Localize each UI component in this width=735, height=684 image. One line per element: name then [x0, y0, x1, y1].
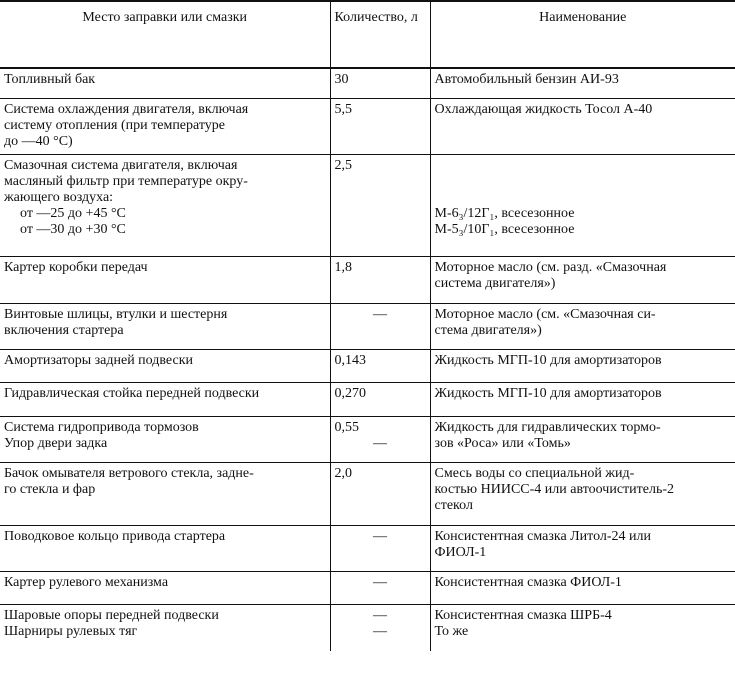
cell-name [430, 416, 735, 462]
cell-line [435, 190, 732, 206]
cell-name [430, 462, 735, 525]
cell-line: стема двигателя») [434, 322, 542, 338]
table-row [0, 256, 735, 303]
cell-line: То же [434, 623, 469, 639]
cell-line: систему отопления (при температуре [4, 117, 226, 133]
cell-line: масляный фильтр при температуре окру- [4, 173, 248, 189]
cell-line: М-5₃/10Г₁, всесезонное [434, 221, 575, 237]
cell-line: Жидкость для гидравлических тормо- [434, 419, 661, 435]
cell-place [0, 256, 330, 303]
cell-quantity [330, 604, 430, 651]
cell-name [430, 303, 735, 349]
table-header-row [0, 1, 735, 68]
cell-name [430, 382, 735, 416]
cell-line: Моторное масло (см. «Смазочная си- [434, 306, 656, 322]
cell-line: от —25 до +45 °С [20, 205, 126, 221]
cell-quantity [330, 416, 430, 462]
cell-line: система двигателя») [434, 275, 556, 291]
cell-place [0, 571, 330, 604]
header-place: Место заправки или смазки [82, 10, 248, 25]
table-row [0, 462, 735, 525]
cell-line: Жидкость МГП-10 для амортизаторов [434, 385, 662, 401]
table-row [0, 382, 735, 416]
cell-line: Моторное масло (см. разд. «Смазочная [434, 259, 667, 275]
cell-line: Гидравлическая стойка передней подвески [4, 385, 260, 401]
cell-name [430, 256, 735, 303]
cell-line: Система охлаждения двигателя, включая [4, 101, 249, 117]
cell-place [0, 154, 330, 256]
cell-line: Упор двери задка [4, 435, 108, 451]
cell-line: Консистентная смазка Литол-24 или [434, 528, 652, 544]
cell-place [0, 462, 330, 525]
cell-line: — [373, 574, 387, 590]
cell-line: Смесь воды со специальной жид- [434, 465, 635, 481]
cell-quantity [330, 154, 430, 256]
cell-line: 5,5 [334, 101, 352, 117]
cell-line: — [373, 435, 387, 451]
cell-line: Картер рулевого механизма [4, 574, 169, 590]
cell-quantity [330, 256, 430, 303]
cell-line: Поводковое кольцо привода стартера [4, 528, 226, 544]
cell-line: 2,5 [334, 157, 352, 173]
cell-line: Шарниры рулевых тяг [4, 623, 138, 639]
cell-line: стекол [434, 497, 473, 513]
cell-line: — [373, 306, 387, 322]
cell-line: 0,143 [334, 352, 366, 368]
cell-line: — [373, 528, 387, 544]
cell-quantity [330, 462, 430, 525]
cell-line: 1,8 [334, 259, 352, 275]
table-row [0, 303, 735, 349]
cell-line: Жидкость МГП-10 для амортизаторов [434, 352, 662, 368]
cell-place [0, 98, 330, 154]
cell-place [0, 303, 330, 349]
table-row [0, 349, 735, 382]
cell-quantity [330, 571, 430, 604]
cell-name [430, 571, 735, 604]
table-row [0, 416, 735, 462]
cell-line: — [373, 607, 387, 623]
cell-line: Консистентная смазка ШРБ-4 [434, 607, 612, 623]
cell-line [435, 174, 732, 190]
cell-place [0, 416, 330, 462]
cell-line: 0,55 [334, 419, 359, 435]
table-row [0, 571, 735, 604]
cell-name [430, 154, 735, 256]
cell-name [430, 68, 735, 98]
cell-line: 2,0 [334, 465, 352, 481]
cell-place [0, 68, 330, 98]
cell-line: Амортизаторы задней подвески [4, 352, 193, 368]
table-row [0, 604, 735, 651]
cell-line: Консистентная смазка ФИОЛ-1 [434, 574, 622, 590]
table-row [0, 525, 735, 571]
cell-place [0, 525, 330, 571]
cell-line: Охлаждающая жидкость Тосол А-40 [434, 101, 653, 117]
cell-line: до —40 °С) [4, 133, 73, 149]
cell-quantity [330, 525, 430, 571]
header-quantity: Количество, л [330, 1, 430, 68]
cell-line: Винтовые шлицы, втулки и шестерня [4, 306, 228, 322]
cell-line: Система гидропривода тормозов [4, 419, 199, 435]
cell-line: Автомобильный бензин АИ-93 [434, 72, 619, 87]
table-row [0, 68, 735, 98]
header-name: Наименование [430, 1, 735, 68]
cell-line: зов «Роса» или «Томь» [434, 435, 571, 451]
cell-name [430, 349, 735, 382]
cell-quantity [330, 349, 430, 382]
table-body [0, 68, 735, 651]
cell-line: костью НИИСС-4 или автоочиститель-2 [434, 481, 675, 497]
table-row [0, 154, 735, 256]
cell-line: М-6₃/12Г₁, всесезонное [434, 205, 575, 221]
cell-line: Топливный бак [4, 72, 96, 87]
cell-name [430, 604, 735, 651]
cell-quantity [330, 382, 430, 416]
cell-line: Картер коробки передач [4, 259, 148, 275]
cell-name [430, 98, 735, 154]
cell-quantity [330, 98, 430, 154]
cell-line: включения стартера [4, 322, 124, 338]
cell-line: ФИОЛ-1 [434, 544, 487, 560]
cell-name [430, 525, 735, 571]
cell-quantity [330, 303, 430, 349]
cell-line: го стекла и фар [4, 481, 96, 497]
cell-line: 0,270 [334, 385, 366, 401]
cell-line: Смазочная система двигателя, включая [4, 157, 238, 173]
table-row [0, 98, 735, 154]
cell-line: Бачок омывателя ветрового стекла, задне- [4, 465, 254, 481]
cell-line: — [373, 623, 387, 639]
cell-line: Шаровые опоры передней подвески [4, 607, 219, 623]
cell-line: от —30 до +30 °С [20, 221, 126, 237]
cell-place [0, 382, 330, 416]
cell-line: жающего воздуха: [4, 189, 114, 205]
cell-line: 30 [334, 72, 349, 87]
cell-quantity [330, 68, 430, 98]
cell-line [435, 158, 732, 174]
cell-place [0, 604, 330, 651]
cell-place [0, 349, 330, 382]
